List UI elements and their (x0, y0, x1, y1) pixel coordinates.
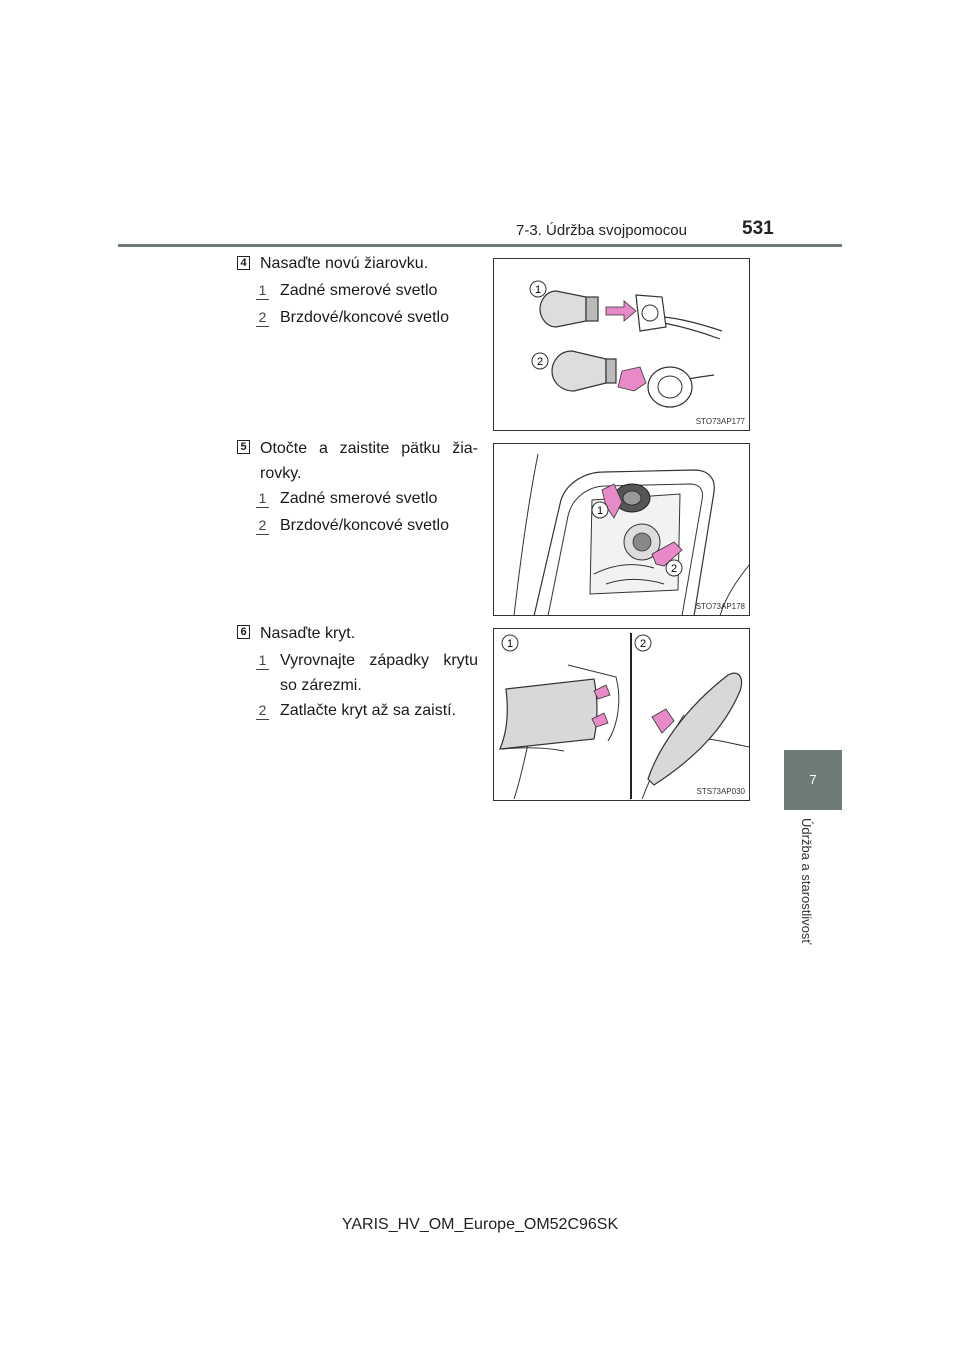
figure-code: STS73AP030 (696, 787, 745, 796)
figure-bulb-rotate (493, 443, 750, 616)
figure-6-label-1: 1 (506, 638, 514, 650)
chapter-title: Údržba a starostlivosť (799, 818, 814, 945)
step-5-text-line-1: Otočte a zaistite pätku žia- (260, 440, 478, 457)
bulb-install-illustration (494, 259, 750, 431)
step-5-item-1-text: Zadné smerové svetlo (280, 490, 438, 507)
step-6-item-1-text-line-2: so zárezmi. (280, 677, 362, 694)
step-6-item-2-text: Zatlačte kryt až sa zaistí. (280, 702, 457, 719)
chapter-tab (784, 750, 842, 810)
step-5-item-1-number: 1 (255, 490, 270, 506)
section-title: 7-3. Údržba svojpomocou (516, 222, 687, 239)
figure-5-label-1: 1 (596, 505, 604, 517)
figure-cover-install (493, 628, 750, 801)
step-6-item-1-text-line-1: Vyrovnajte západky krytu (280, 652, 478, 669)
step-5-text-line-2: rovky. (260, 465, 302, 482)
step-number-5: 5 (237, 440, 250, 454)
document-footer: YARIS_HV_OM_Europe_OM52C96SK (341, 1216, 619, 1233)
header-divider (118, 244, 842, 247)
figure-6-label-2: 2 (639, 638, 647, 650)
figure-4-label-2: 2 (536, 356, 544, 368)
figure-code: STO73AP178 (695, 602, 745, 611)
step-6-item-1-number: 1 (255, 652, 270, 668)
step-number-4: 4 (237, 256, 250, 270)
step-4-item-1-text: Zadné smerové svetlo (280, 282, 438, 299)
step-5-item-2-number: 2 (255, 517, 270, 533)
page-number: 531 (742, 218, 774, 239)
step-4-text: Nasaďte novú žiarovku. (260, 255, 429, 272)
figure-bulb-install (493, 258, 750, 431)
figure-code: STO73AP177 (695, 417, 745, 426)
step-number-6: 6 (237, 625, 250, 639)
figure-4-label-1: 1 (534, 284, 542, 296)
bulb-rotate-illustration (494, 444, 750, 616)
step-6-item-2-number: 2 (255, 702, 270, 718)
step-4-item-1-number: 1 (255, 282, 270, 298)
step-4-item-2-text: Brzdové/koncové svetlo (280, 309, 449, 326)
chapter-number: 7 (809, 772, 817, 787)
cover-install-illustration (494, 629, 750, 801)
step-6-text: Nasaďte kryt. (260, 625, 356, 642)
step-4-item-2-number: 2 (255, 309, 270, 325)
step-5-item-2-text: Brzdové/koncové svetlo (280, 517, 449, 534)
figure-5-label-2: 2 (670, 563, 678, 575)
